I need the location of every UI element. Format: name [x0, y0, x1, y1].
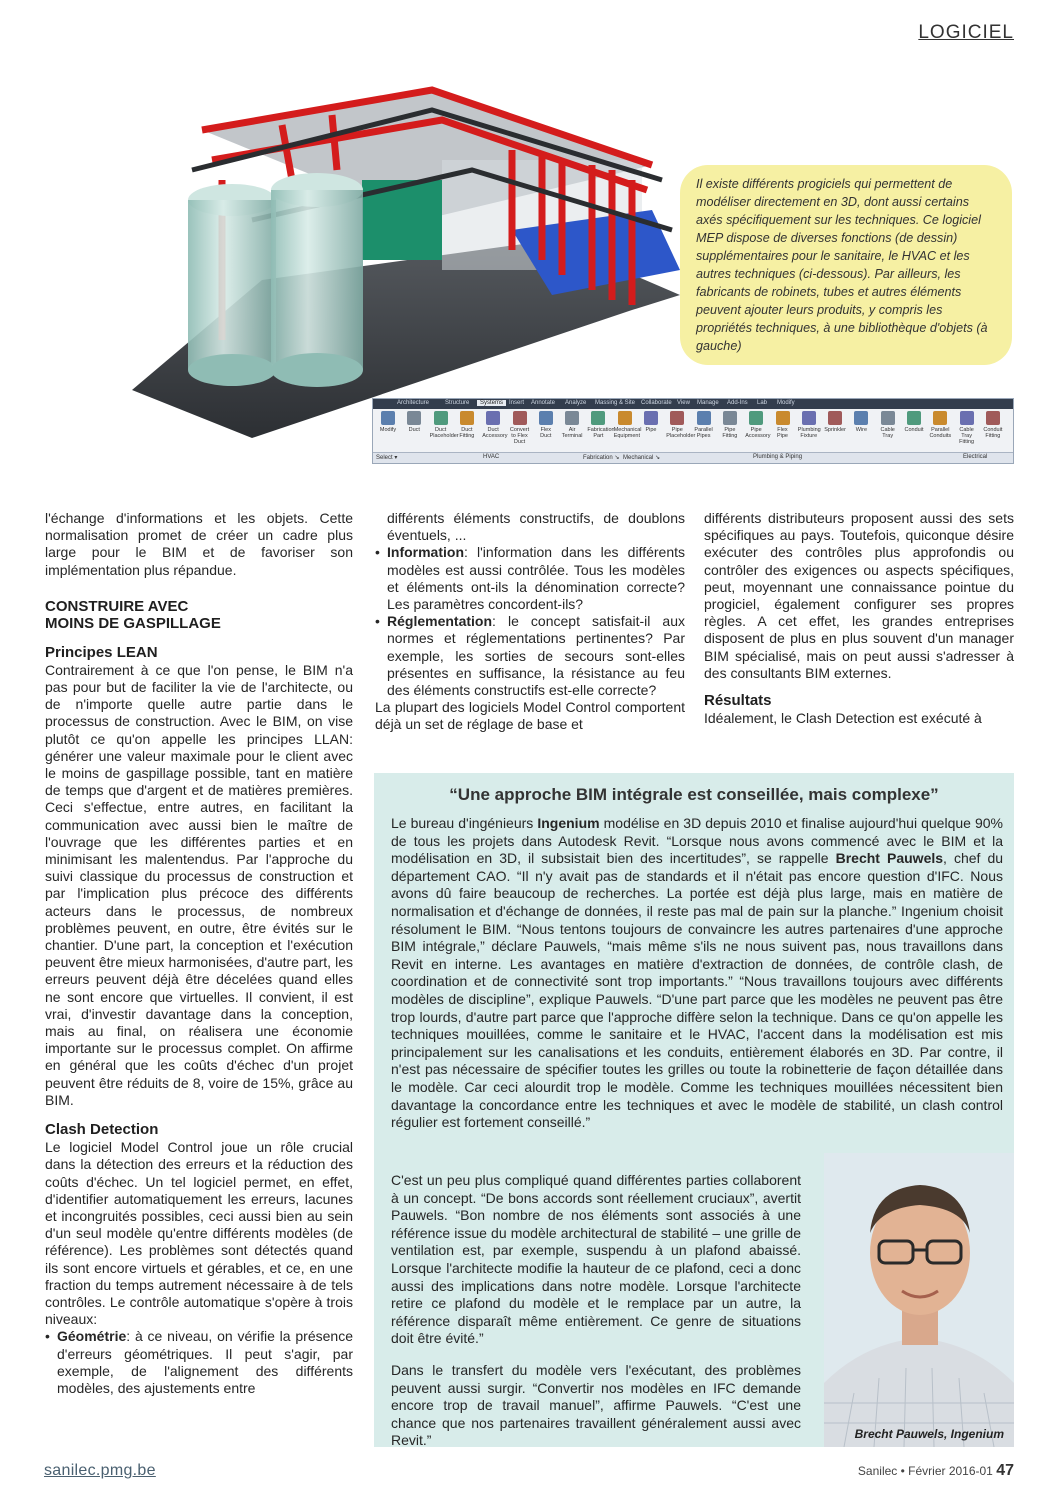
ribbon-group-label: Select ▾	[376, 455, 398, 461]
website-link[interactable]: sanilec.pmg.be	[44, 1462, 156, 1479]
ribbon-button-label: Flex Pipe	[776, 427, 788, 439]
ribbon-tool-icon	[776, 411, 790, 425]
paragraph-rules: différents distributeurs proposent aussi des sets spécifiques au pays. Toutefois, quiconque désire exécuter des contrôles plus approfondis ou contrôler des exigences ou aspects spécifiques, peut, moyennant une connaissance pointue du progiciel, également configurer ses propres règles. A cet effet, les grandes entreprises disposent de plus en plus souvent d'un manager BIM spécialisé, mais on peut aussi s'adresser à des consultants BIM externes.	[704, 510, 1014, 681]
photo-caption: Brecht Pauwels, Ingenium	[854, 1427, 1004, 1441]
portrait-illustration	[824, 1153, 1014, 1447]
ribbon-button[interactable]	[429, 411, 459, 439]
ribbon-tool-icon	[960, 411, 974, 425]
ribbon-tab: Structure	[445, 400, 470, 406]
paragraph-lean: Contrairement à ce que l'on pense, le BIM n'a pas pour but de faciliter la vie de l'architecte, ou de n'importe quelle autre partie dans le processus de construction. Avec le BIM, on vise plutôt ce qu'on appelle les principes LLAN: générer une valeur maximale pour le client avec le moins de gaspillage possible, tant en matière de temps que d'argent et de matières premières. Ceci s'effectue, entre autres, en facilitant la communication avec aussi bien le maître de l'ouvrage que les différentes parties et en minimisant les malentendus. Par l'approche du suivi classique du processus de construction et par l'implication plus précoce des différents acteurs dans le processus, de nombreux problèmes peuvent, en outre, être évités sur le chantier. D'une part, la conception et l'exécution peuvent être mieux harmonisées, d'autre part, les erreurs peuvent déjà être décelées quand elles ne sont encore que virtuelles. Il convient, il est vrai, d'investir davantage dans la conception, mais au final, on réalisera une économie importante sur le processus complet. On affirme en général que les coûts d'échec d'un projet peuvent être réduits de 8, voire de 15%, grâce au BIM.	[45, 661, 353, 1108]
interview-text-run: modélise en 3D depuis 2010 et finalise aujourd'hui quelque 90% de tous les projets dans Autodesk Revit. “Lorsque nous avons commencé avec le BIM et la modélisation en 3D, il subsistait bien des incertitudes”, se rappelle	[391, 815, 1003, 867]
page-footer	[858, 1462, 1014, 1480]
ribbon-tab: Modify	[777, 400, 795, 406]
ribbon-button-label: Pipe Accessory	[745, 427, 771, 439]
article-column-1	[45, 510, 353, 1397]
ribbon-button[interactable]	[613, 411, 642, 439]
interview-paragraph: Dans le transfert du modèle vers l'exécutant, des problèmes peuvent aussi surgir. “Convertir nos modèles en IFC demande encore trop de travail manuel”, affirme Pauwels. “C'est une chance que nos partenaires travaillent généralement aussi avec Revit.”	[391, 1361, 801, 1449]
portrait-photo	[824, 1153, 1014, 1447]
ribbon-button-label: Parallel Conduits	[929, 427, 952, 439]
ribbon-button[interactable]	[509, 411, 531, 445]
ribbon-tool-icon	[407, 411, 421, 425]
bullet-label: Information	[387, 544, 464, 561]
interview-text	[391, 815, 1003, 1132]
ribbon-tab: Architecture	[397, 400, 430, 406]
ribbon-tool-icon	[644, 411, 658, 425]
subheading-lean: Principes LEAN	[45, 643, 158, 661]
ribbon-button[interactable]	[850, 411, 872, 433]
ribbon-tab-bar	[373, 399, 1013, 409]
ribbon-button-label: Cable Tray	[880, 427, 895, 439]
ribbon-button-label: Conduit Fitting	[983, 427, 1003, 439]
ribbon-button-label: Fabrication Part	[587, 427, 615, 439]
bullet-geometry	[45, 1328, 353, 1397]
ribbon-button-label: Pipe Placeholder	[666, 427, 696, 439]
bullet-label: Réglementation	[387, 613, 493, 630]
ribbon-tool-icon	[434, 411, 448, 425]
ribbon-button[interactable]	[403, 411, 425, 433]
ribbon-tab: Add-Ins	[727, 400, 748, 406]
ribbon-tool-icon	[618, 411, 632, 425]
ribbon-button-label: Duct Placeholder	[429, 427, 459, 439]
ribbon-button-label: Sprinkler	[824, 427, 846, 433]
article-column-2	[375, 510, 685, 734]
ribbon-button[interactable]	[377, 411, 399, 433]
interview-paragraph: C'est un peu plus compliqué quand différentes parties collaborent à un concept. “De bons accords sont réellement cruciaux”, avertit Pauwels. “Bon nombre de nos éléments sont associés à une référence issue du modèle architectural de stabilité – une grille de ventilation est, par exemple, suspendu à un plafond abaissé. Lorsque l'architecte modifie la hauteur de ce plafond, ceci a donc aussi des implications dans notre modèle. Lorsque l'architecte retire ce plafond du modèle et le remplace par un autre, la référence disparaît même entièrement. Ce genre de situations doit être évité.”	[391, 1172, 801, 1347]
subheading-clash-detection: Clash Detection	[45, 1121, 159, 1139]
ribbon-tab: Analyze	[565, 400, 587, 406]
bullet-information	[375, 544, 685, 613]
ribbon-button[interactable]	[640, 411, 662, 433]
ribbon-tool-icon	[591, 411, 605, 425]
ribbon-button[interactable]	[456, 411, 478, 439]
ribbon-button[interactable]	[798, 411, 820, 439]
issue-label: Sanilec • Février 2016-01	[857, 1464, 993, 1478]
ribbon-group-label: Fabrication ↘	[583, 455, 620, 461]
article-column-3	[704, 510, 1014, 727]
ribbon-group-label: Electrical	[963, 454, 988, 460]
paragraph-model-control: La plupart des logiciels Model Control comportent déjà un set de réglage de base et	[375, 699, 685, 733]
ribbon-tool-icon	[854, 411, 868, 425]
bullet-dot: •	[375, 544, 380, 561]
ribbon-button[interactable]	[587, 411, 615, 439]
ribbon-button-label: Duct	[408, 427, 420, 433]
intro-paragraph: l'échange d'informations et les objets. Cette normalisation promet de créer un cadre plus large pour le BIM et de favoriser son implémentation plus répandue.	[45, 510, 353, 578]
ribbon-tab: Insert	[509, 400, 525, 406]
ribbon-button-label: Pipe	[645, 427, 657, 433]
interviewee-name: Brecht Pauwels	[835, 850, 944, 867]
ribbon-button[interactable]	[903, 411, 925, 433]
ribbon-tab: Annotate	[531, 400, 556, 406]
ribbon-button[interactable]	[745, 411, 771, 439]
ribbon-group-label: Plumbing & Piping	[753, 454, 803, 460]
ribbon-button-label: Flex Duct	[540, 427, 552, 439]
bullet-text: : à ce niveau, on vérifie la présence d'erreurs géométriques. Il peut s'agir, par exemple, de l'alignement des différents modèles, des ajustements entre	[57, 1328, 353, 1396]
paragraph-clash-detection: Le logiciel Model Control joue un rôle crucial dans la détection des erreurs et la réduction des coûts d'échec. Un tel logiciel permet, en effet, d'identifier automatiquement les erreurs, lacunes et incongruités possibles, ceci aussi bien au sein d'un seul modèle qu'entre différents modèles (de référence). Les problèmes sont détectés quand ils sont encore virtuels et gérables, et ce, en une fraction du temps autrement nécessaire à de tels contrôles. Le contrôle automatique s'opère à trois niveaux:	[45, 1139, 353, 1328]
section-tag: LOGICIEL	[918, 22, 1014, 43]
bullet-dot: •	[375, 613, 380, 630]
ribbon-button-label: Conduit	[904, 427, 924, 433]
ribbon-button[interactable]	[482, 411, 508, 439]
ribbon-button[interactable]	[693, 411, 715, 439]
ribbon-button-label: Wire	[855, 427, 868, 433]
ribbon-button-label: Duct Accessory	[482, 427, 508, 439]
ribbon-tab: Massing & Site	[595, 400, 636, 406]
interview-title: “Une approche BIM intégrale est conseillée, mais complexe”	[449, 785, 939, 804]
ribbon-button-label: Plumbing Fixture	[797, 427, 821, 439]
page-number: 47	[996, 1462, 1014, 1479]
ribbon-tool-icon	[539, 411, 553, 425]
subheading-results: Résultats	[704, 692, 772, 710]
ribbon-button[interactable]	[982, 411, 1004, 439]
ribbon-tool-icon	[565, 411, 579, 425]
ribbon-button[interactable]	[535, 411, 557, 439]
bullet-text: : le concept satisfait-il aux normes et réglementations pertinentes? Par exemple, les sorties de secours sont-elles présentes en suffisance, la résistance au feu des éléments constructifs est-elle correcte?	[387, 613, 685, 699]
ribbon-button[interactable]	[561, 411, 583, 439]
ribbon-button[interactable]	[824, 411, 846, 433]
ribbon-tool-icon	[802, 411, 816, 425]
ribbon-button[interactable]	[666, 411, 696, 439]
ribbon-tool-icon	[381, 411, 395, 425]
ribbon-tab: View	[677, 400, 690, 406]
ribbon-tool-icon	[513, 411, 527, 425]
section-heading-line2: MOINS DE GASPILLAGE	[45, 614, 221, 632]
mep-3d-model-illustration	[132, 70, 680, 438]
ribbon-tool-icon	[749, 411, 763, 425]
ribbon-button[interactable]	[877, 411, 899, 439]
ribbon-button-label: Air Terminal	[561, 427, 583, 439]
bullet-label: Géométrie	[57, 1328, 127, 1345]
ribbon-tool-icon	[881, 411, 895, 425]
ribbon-tab: Lab	[757, 400, 768, 406]
bullet-text: : l'information dans les différents modèles est aussi contrôlée. Tous les modèles et éléments ont-ils la dénomination correcte? Les paramètres concordent-ils?	[387, 544, 685, 613]
ribbon-group-label: Mechanical ↘	[623, 455, 661, 461]
ribbon-button-label: Convert to Flex Duct	[509, 427, 530, 445]
ribbon-tab: Collaborate	[641, 400, 672, 406]
ribbon-tool-icon	[828, 411, 842, 425]
ribbon-tab-active: Systems	[477, 400, 506, 406]
section-heading	[45, 598, 353, 632]
bullet-dot: •	[45, 1328, 50, 1345]
ribbon-tool-icon	[460, 411, 474, 425]
ribbon-tool-icon	[907, 411, 921, 425]
ribbon-button[interactable]	[956, 411, 978, 445]
company-name: Ingenium	[537, 815, 600, 831]
interview-text-narrow	[391, 1158, 801, 1464]
image-caption: Il existe différents progiciels qui permettent de modéliser directement en 3D, dont aussi certains axés spécifiquement sur les techniques. Ce logiciel MEP dispose de diverses fonctions (de dessin) supplémentaires pour le sanitaire, le HVAC et les autres techniques (ci-dessous). Par ailleurs, les fabricants de robinets, tubes et autres éléments peuvent ajouter leurs produits, y compris les propriétés techniques, à une bibliothèque d'objets (à gauche)	[680, 165, 1012, 365]
ribbon-tool-icon	[697, 411, 711, 425]
ribbon-button[interactable]	[929, 411, 951, 439]
ribbon-group-label: HVAC	[483, 454, 500, 460]
ribbon-button[interactable]	[719, 411, 741, 439]
ribbon-group-bar	[373, 452, 1013, 463]
ribbon-tool-icon	[486, 411, 500, 425]
bullet-regulation	[375, 613, 685, 699]
software-ribbon-screenshot	[372, 398, 1014, 464]
ribbon-tool-icon	[986, 411, 1000, 425]
ribbon-button-label: Cable Tray Fitting	[959, 427, 975, 445]
ribbon-tab: Manage	[697, 400, 719, 406]
ribbon-button-label: Mechanical Equipment	[613, 427, 642, 439]
section-heading-line1: CONSTRUIRE AVEC	[45, 597, 189, 615]
ribbon-button-label: Modify	[379, 427, 397, 433]
ribbon-button-label: Duct Fitting	[459, 427, 475, 439]
interview-text-run: , chef du département CAO. “Il n'y avait pas de standards et il n'était pas encore question d'IFC. Nous avons dû faire beaucoup de recherches. La portée est déjà plus large, mais en matière de normalisation et d'échange de données, il reste pas mal de pain sur la planche.” Ingenium choisit résolument le BIM. “Nous tentons toujours de convaincre les autres partenaires d'une approche BIM intégrale,” déclare Pauwels, “mais même s'ils ne nous suivent pas, nous travaillons dans Revit en interne. Les avantages en matière d'extraction de données, de contrôle clash, de coordination et de connectivité sont trop importants.” “Nous travaillons toujours avec différents modèles de discipline”, explique Pauwels. “D'une part parce que les modèles ne peuvent pas être trop lourds, d'autre part parce que l'approche diffère selon la technique. Dans ce qu'on appelle les techniques mouillées, comme le sanitaire et le HVAC, l'accent dans la modélisation est mis principalement sur les canalisations et les conduits, entièrement élaborés en 3D. Par contre, il n'est pas nécessaire de spécifier toutes les grilles ou toute la robinetterie de façon détaillée dans le modèle. Car ceci alourdit trop le modèle. Comme les techniques mouillées nécessitent bien davantage la concordance entre les techniques et avec le modèle de stabilité, un clash control régulier est fortement conseillé.”	[391, 850, 1004, 1131]
ribbon-tool-icon	[723, 411, 737, 425]
ribbon-button[interactable]	[772, 411, 794, 439]
interview-text-run: Le bureau d'ingénieurs	[391, 815, 538, 831]
bullet-continuation: différents éléments constructifs, de doublons éventuels, ...	[387, 510, 685, 544]
ribbon-button-label: Parallel Pipes	[694, 427, 713, 439]
ribbon-button-label: Pipe Fitting	[722, 427, 738, 439]
ribbon-tool-icon	[670, 411, 684, 425]
ribbon-tool-icon	[933, 411, 947, 425]
paragraph-results: Idéalement, le Clash Detection est exécuté à	[704, 710, 982, 727]
